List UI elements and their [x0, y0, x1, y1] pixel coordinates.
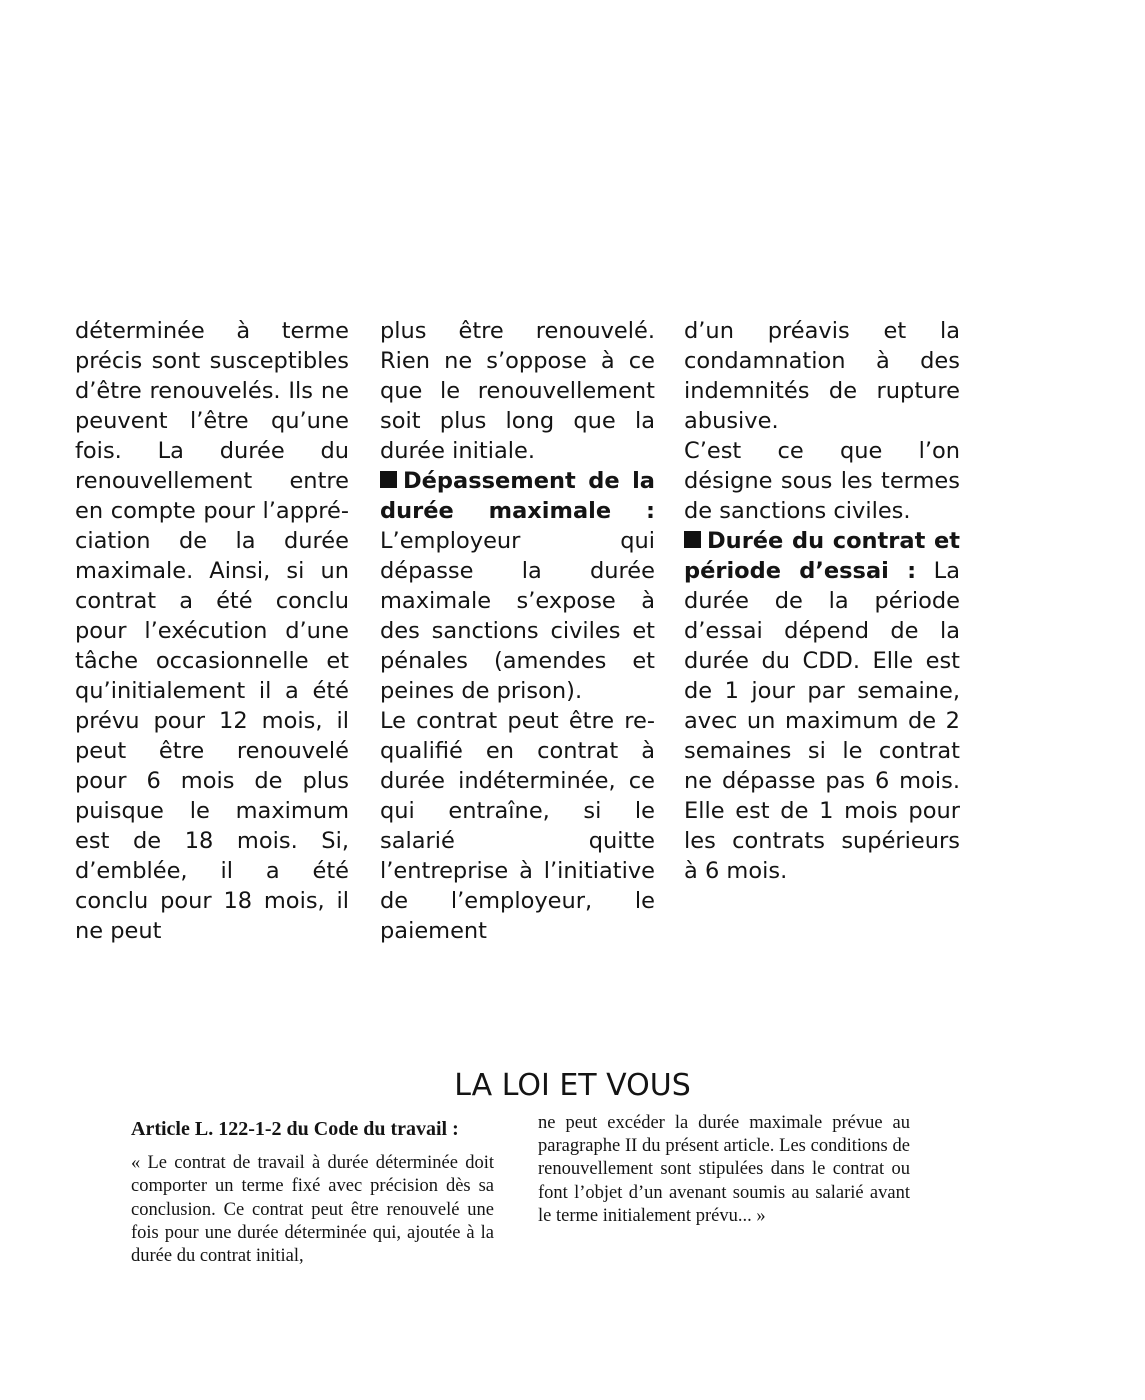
article-column-1 [75, 316, 349, 946]
law-quote-text: « Le contrat de travail à durée déterminée doit comporter un terme fixé avec précision dès sa conclusion. Ce contrat peut être renouvelé une fois pour une durée déterminée qui, ajoutée à la durée du contrat initial, [131, 1153, 494, 1267]
article-column-3 [684, 316, 960, 886]
paragraph [684, 526, 960, 886]
section-heading: Durée du contrat et période d’essai : [684, 528, 960, 584]
bullet-square-icon [684, 531, 701, 548]
section-text: La durée de la période d’essai dépend de la durée du CDD. Elle est de 1 jour par semaine, avec un maximum de 2 semaines si le contrat ne dépasse pas 6 mois. Elle est de 1 mois pour les contrats supérieurs à 6 mois. [684, 558, 960, 884]
section-text: L’employeur qui dépasse la durée maximale s’expose à des sanctions civiles et pénales (amendes et peines de prison). [380, 528, 655, 704]
paragraph [380, 466, 655, 706]
law-column-left [131, 1118, 494, 1268]
paragraph: plus être renouvelé. Rien ne s’oppose à ce que le renouvellement soit plus long que la durée initiale. [380, 318, 655, 464]
law-column-right [538, 1112, 910, 1228]
article-column-2 [380, 316, 655, 946]
paragraph: d’un préavis et la condamnation à des indemnités de rupture abusive. [684, 318, 960, 434]
law-section-title: LA LOI ET VOUS [454, 1068, 691, 1103]
law-article-heading: Article L. 122-1-2 du Code du travail : [131, 1118, 459, 1140]
paragraph: C’est ce que l’on désigne sous les termes de sanctions civiles. [684, 438, 960, 524]
law-quote-text: ne peut excéder la durée maximale prévue au paragraphe II du présent article. Les conditions de renouvellement sont stipulées dans le contrat ou font l’objet d’un avenant soumis au salarié avant le terme initialement prévu... » [538, 1113, 910, 1226]
section-heading: Dépassement de la durée maximale : [380, 468, 655, 524]
paragraph: Le contrat peut être requalifié en contrat à durée indéterminée, ce qui entraîne, si le salarié quitte l’entreprise à l’initiative de l’employeur, le paiement [380, 708, 655, 944]
paragraph: déterminée à terme précis sont susceptibles d’être renouvelés. Ils ne peuvent l’être qu’une fois. La durée du renouvellement entre en compte pour l’appréciation de la durée maximale. Ainsi, si un contrat a été conclu pour l’exécution d’une tâche occasionnelle et qu’initialement il a été prévu pour 12 mois, il peut être renouvelé pour 6 mois de plus puisque le maximum est de 18 mois. Si, d’emblée, il a été conclu pour 18 mois, il ne peut [75, 318, 349, 944]
bullet-square-icon [380, 471, 397, 488]
